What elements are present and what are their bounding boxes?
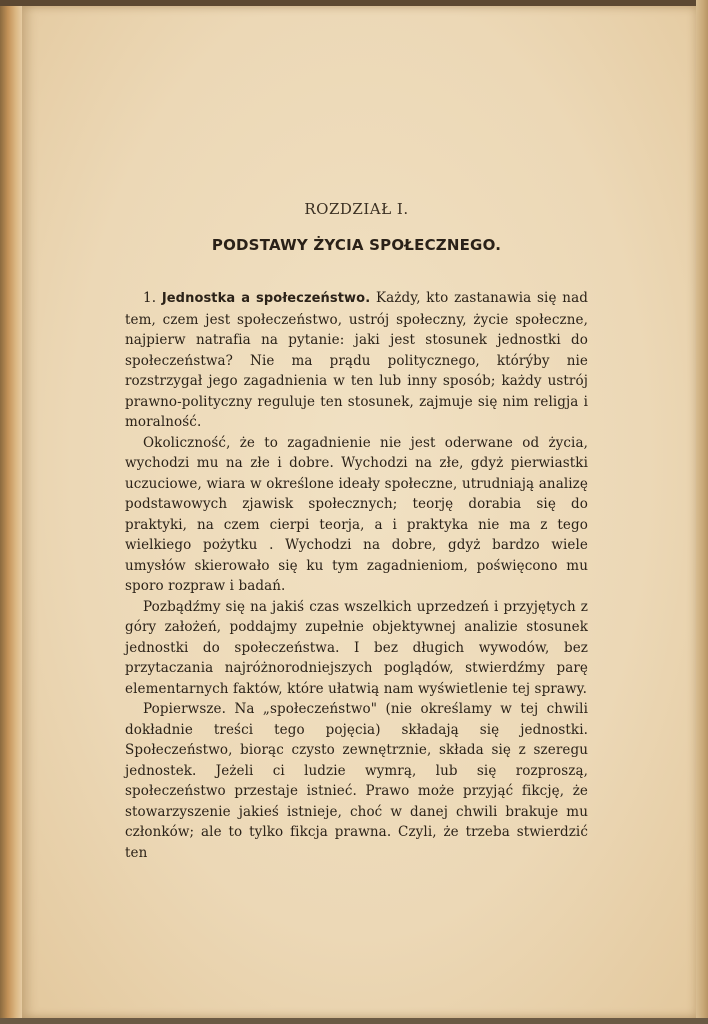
paragraph-3: Pozbądźmy się na jakiś czas wszelkich uprzedzeń i przyjętych z góry założeń, poddajmy zupełnie objektywnej analizie stosunek jednostki do społeczeństwa. I bez długich wywodów, bez przytaczania najróżnorodniejszych poglądów, stwierdźmy parę elementarnych faktów, które ułatwią nam wyświetlenie tej sprawy. (125, 598, 588, 697)
paragraph-1 (125, 288, 588, 433)
chapter-heading: ROZDZIAŁ I. (304, 200, 409, 218)
page-content (125, 200, 588, 863)
section-number: 1. (143, 290, 157, 306)
paragraph-4: Popierwsze. Na „społeczeństwo" (nie określamy w tej chwili dokładnie treści tego pojęcia) składają się jednostki. Społeczeństwo, biorąc czysto zewnętrznie, składa się z szeregu jednostek. Jeżeli ci ludzie wymrą, lub się rozproszą, społeczeństwo przestaje istnieć. Prawo może przyjąć fikcję, że stowarzyszenie jakieś istnieje, choć w danej chwili brakuje mu członków; ale to tylko fikcja prawna. Czyli, że trzeba stwierdzić ten (125, 701, 588, 861)
paragraph-2: Okoliczność, że to zagadnienie nie jest oderwane od życia, wychodzi mu na złe i dobre. Wychodzi na złe, gdyż pierwiastki uczuciowe, wiara w określone ideały społeczne, utrudniają analizę podstawowych zjawisk społecznych; teorję dorabia się do praktyki, na czem cierpi teorja, a i praktyka nie ma z tego wielkiego pożytku . Wychodzi na dobre, gdyż bardzo wiele umysłów skierowało się ku tym zagadnieniom, poświęcono mu sporo rozpraw i badań. (125, 434, 588, 594)
chapter-title: PODSTAWY ŻYCIA SPOŁECZNEGO. (211, 236, 502, 254)
scan-bottom-border (0, 1018, 708, 1024)
section-heading: Jednostka a społeczeństwo. (161, 291, 371, 306)
page-edge-right (696, 0, 708, 1024)
paragraph-1-text: Każdy, kto zastanawia się nad tem, czem jest społeczeństwo, ustrój społeczny, życie społeczne, najpierw natrafia na pytanie: jaki jest stosunek jednostki do społeczeństwa? Nie ma prądu politycznego, którýby nie rozstrzygał jego zagadnienia w ten lub inny sposób; każdy ustrój prawno-polityczny reguluje ten stosunek, zajmuje się nim religja i moralność. (125, 290, 588, 430)
